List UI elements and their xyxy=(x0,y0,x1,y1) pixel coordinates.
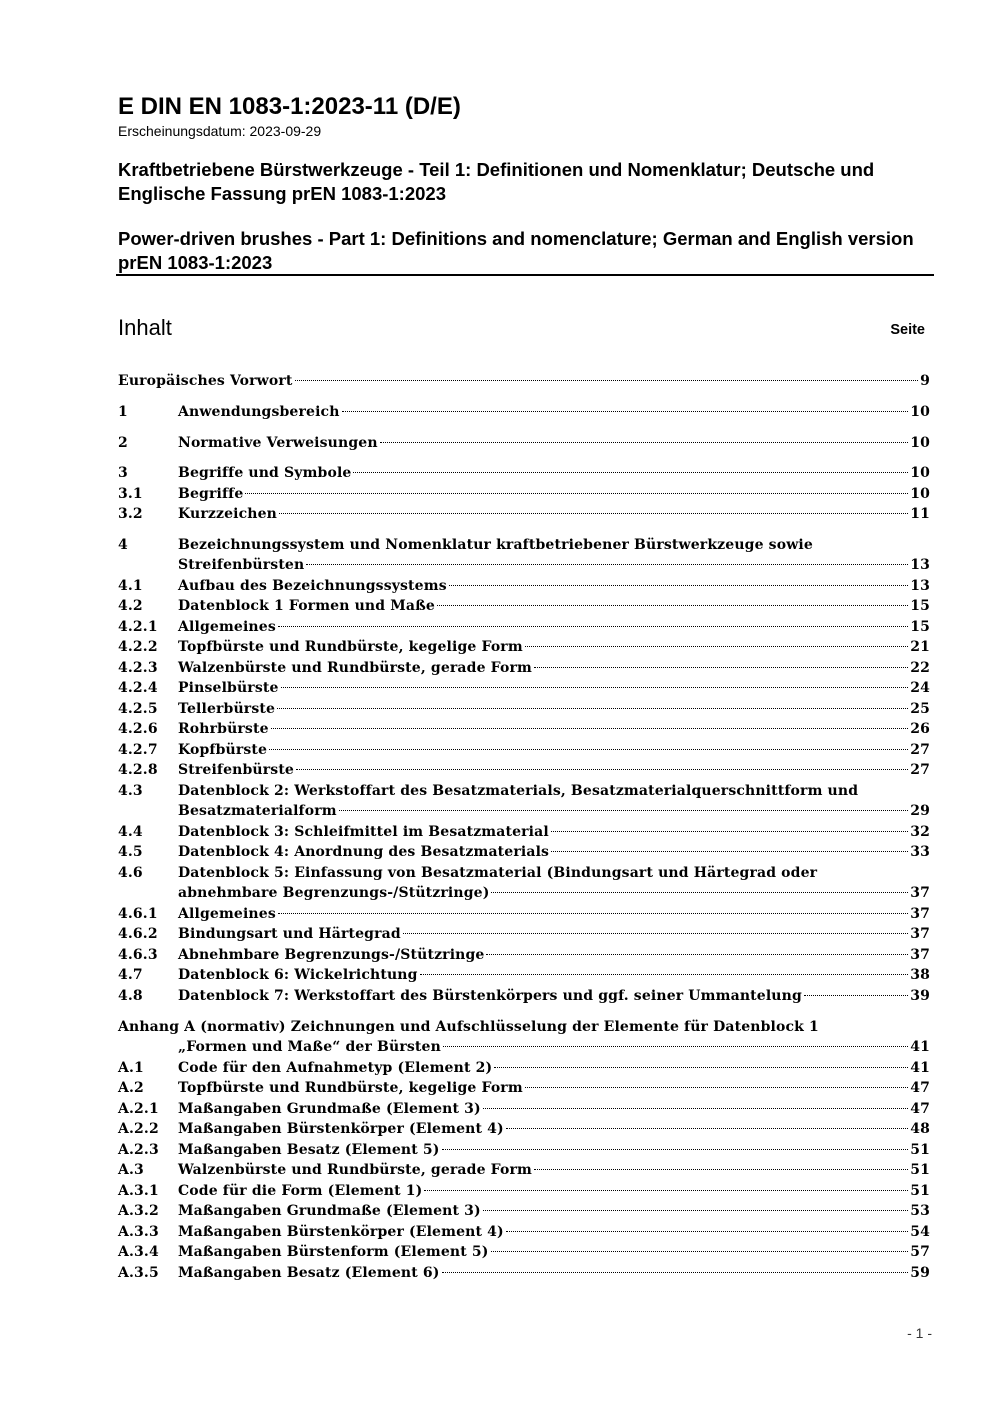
toc-leader-dots xyxy=(442,1149,909,1150)
toc-entry-title: Datenblock 6: Wickelrichtung xyxy=(178,967,418,983)
toc-entry-title: Rohrbürste xyxy=(178,721,269,737)
toc-entry-page: 13 xyxy=(910,578,930,594)
toc-leader-dots xyxy=(483,1210,908,1211)
toc-entry-title: Begriffe und Symbole xyxy=(178,465,352,481)
toc-entry-page: 29 xyxy=(910,803,930,819)
toc-entry-title: Streifenbürste xyxy=(178,762,294,778)
toc-entry-page: 51 xyxy=(910,1142,930,1158)
toc-entry-number: 4.6.3 xyxy=(118,947,158,963)
toc-entry-title: Topfbürste und Rundbürste, kegelige Form xyxy=(178,639,523,655)
toc-leader-dots xyxy=(353,472,908,473)
toc-entry[interactable] xyxy=(118,863,930,904)
toc-entry-title: Europäisches Vorwort xyxy=(118,373,293,389)
toc-entry-number: 4.5 xyxy=(118,844,143,860)
toc-entry-number: 4.2.7 xyxy=(118,742,158,758)
toc-leader-dots xyxy=(279,513,908,514)
toc-entry-title: Datenblock 4: Anordnung des Besatzmaterials xyxy=(178,844,550,860)
toc-entry-number: 3 xyxy=(118,465,128,481)
toc-leader-dots xyxy=(295,380,919,381)
toc-leader-dots xyxy=(245,493,908,494)
toc-entry-page: 41 xyxy=(910,1060,930,1076)
toc-entry[interactable] xyxy=(118,1017,930,1058)
toc-entry-title: Bindungsart und Härtegrad xyxy=(178,926,401,942)
toc-entry-title: Datenblock 3: Schleifmittel im Besatzmaterial xyxy=(178,824,549,840)
toc-entry-number: A.2 xyxy=(118,1080,144,1096)
toc-leader-dots xyxy=(525,1087,908,1088)
toc-leader-dots xyxy=(443,1046,908,1047)
toc-entry-title: Normative Verweisungen xyxy=(178,435,378,451)
toc-entry-number: A.3.4 xyxy=(118,1244,159,1260)
toc-entry-page: 47 xyxy=(910,1101,930,1117)
toc-leader-dots xyxy=(278,626,908,627)
toc-entry[interactable] xyxy=(118,781,930,822)
toc-leader-dots xyxy=(296,769,908,770)
toc-entry-page: 11 xyxy=(910,506,930,522)
toc-leader-dots xyxy=(551,851,908,852)
toc-entry-page: 26 xyxy=(910,721,930,737)
toc-entry-number: 4.7 xyxy=(118,967,143,983)
toc-leader-dots xyxy=(339,810,909,811)
toc-entry[interactable] xyxy=(118,535,930,576)
toc-entry-number: 1 xyxy=(118,404,128,420)
toc-page-label: Seite xyxy=(890,322,925,338)
toc-entry-title: Begriffe xyxy=(178,486,244,502)
toc-entry-page: 48 xyxy=(910,1121,930,1137)
toc-entry-number: 3.2 xyxy=(118,506,143,522)
toc-leader-dots xyxy=(491,892,908,893)
toc-entry-number: 4.4 xyxy=(118,824,143,840)
title-english: Power-driven brushes - Part 1: Definitions and nomenclature; German and English version prEN 1083-1:2023 xyxy=(118,228,914,273)
toc-entry-title: Maßangaben Bürstenform (Element 5) xyxy=(178,1244,489,1260)
toc-entry-page: 47 xyxy=(910,1080,930,1096)
toc-leader-dots xyxy=(420,974,909,975)
toc-entry-title: Kopfbürste xyxy=(178,742,268,758)
toc-entry-page: 24 xyxy=(910,680,930,696)
toc-entry-page: 54 xyxy=(910,1224,930,1240)
toc-entry-page: 10 xyxy=(910,435,930,451)
toc-entry-page: 27 xyxy=(910,742,930,758)
toc-entry-page: 13 xyxy=(910,557,930,573)
toc-entry-number: 2 xyxy=(118,435,128,451)
toc-entry-title: Maßangaben Grundmaße (Element 3) xyxy=(178,1101,481,1117)
toc-entry-title: Tellerbürste xyxy=(178,701,276,717)
toc-leader-dots xyxy=(506,1128,908,1129)
toc-entry-page: 15 xyxy=(910,619,930,635)
toc-entry-number: 4.2.1 xyxy=(118,619,158,635)
toc-entry-title: Code für den Aufnahmetyp (Element 2) xyxy=(178,1060,493,1076)
toc-leader-dots xyxy=(491,1251,909,1252)
toc-entry-number: 4.2.8 xyxy=(118,762,158,778)
toc-entry-page: 38 xyxy=(910,967,930,983)
publication-date: Erscheinungsdatum: 2023-09-29 xyxy=(118,123,322,139)
toc-leader-dots xyxy=(442,1272,909,1273)
toc-entry-title: Code für die Form (Element 1) xyxy=(178,1183,423,1199)
toc-entry-title: Datenblock 7: Werkstoffart des Bürstenkörpers und ggf. seiner Ummantelung xyxy=(178,988,802,1004)
toc-entry-number: A.3.3 xyxy=(118,1224,159,1240)
toc-entry-title: Maßangaben Besatz (Element 5) xyxy=(178,1142,440,1158)
toc-entry-page: 37 xyxy=(910,885,930,901)
toc-entry-page: 37 xyxy=(910,947,930,963)
toc-leader-dots xyxy=(551,831,908,832)
toc-entry-page: 27 xyxy=(910,762,930,778)
toc-leader-dots xyxy=(449,585,908,586)
title-german: Kraftbetriebene Bürstwerkzeuge - Teil 1: Definitionen und Nomenklatur; Deutsche und Englische Fassung prEN 1083-1:2023 xyxy=(118,159,875,204)
toc-entry-number: A.3 xyxy=(118,1162,144,1178)
toc-entry-number: A.3.2 xyxy=(118,1203,159,1219)
toc-leader-dots xyxy=(271,728,909,729)
toc-entry-number: 4 xyxy=(118,537,128,553)
toc-leader-dots xyxy=(437,605,908,606)
toc-entry-title: Abnehmbare Begrenzungs-/Stützringe xyxy=(178,947,485,963)
toc-entry-page: 10 xyxy=(910,486,930,502)
toc-leader-dots xyxy=(486,954,908,955)
toc-entry-title: Topfbürste und Rundbürste, kegelige Form xyxy=(178,1080,523,1096)
toc-entry-page: 51 xyxy=(910,1162,930,1178)
toc-entry-page: 41 xyxy=(910,1039,930,1055)
toc-entry-number: 3.1 xyxy=(118,486,143,502)
toc-entry-number: 4.6.1 xyxy=(118,906,158,922)
toc-entry-title: Pinselbürste xyxy=(178,680,279,696)
toc-leader-dots xyxy=(278,913,908,914)
toc-entry-page: 33 xyxy=(910,844,930,860)
toc-entry-title: Walzenbürste und Rundbürste, gerade Form xyxy=(178,1162,532,1178)
toc-leader-dots xyxy=(277,708,908,709)
toc-entry-title: Aufbau des Bezeichnungssystems xyxy=(178,578,447,594)
toc-entry-number: 4.2.3 xyxy=(118,660,158,676)
document-title: E DIN EN 1083-1:2023-11 (D/E) xyxy=(118,93,461,120)
toc-entry-page: 21 xyxy=(910,639,930,655)
toc-entry-number: 4.2.2 xyxy=(118,639,158,655)
toc-leader-dots xyxy=(534,667,908,668)
toc-leader-dots xyxy=(281,687,909,688)
toc-entry-title: Allgemeines xyxy=(178,906,276,922)
toc-entry-page: 37 xyxy=(910,906,930,922)
toc-entry-number: A.2.3 xyxy=(118,1142,159,1158)
toc-entry-title-continued: „Formen und Maße“ der Bürsten xyxy=(178,1039,441,1055)
toc-entry-title-continued: Besatzmaterialform xyxy=(178,803,337,819)
toc-entry-page: 22 xyxy=(910,660,930,676)
toc-leader-dots xyxy=(494,1067,908,1068)
toc-entry-page: 57 xyxy=(910,1244,930,1260)
toc-leader-dots xyxy=(403,933,908,934)
toc-entry-page: 59 xyxy=(910,1265,930,1281)
toc-entry-title: Walzenbürste und Rundbürste, gerade Form xyxy=(178,660,532,676)
toc-leader-dots xyxy=(380,442,909,443)
toc-entry-number: A.2.2 xyxy=(118,1121,159,1137)
toc-entry-number: 4.6.2 xyxy=(118,926,158,942)
toc-leader-dots xyxy=(269,749,908,750)
toc-entry-page: 37 xyxy=(910,926,930,942)
toc-entry-number: 4.6 xyxy=(118,865,143,881)
toc-leader-dots xyxy=(424,1190,908,1191)
toc-entry-number: A.1 xyxy=(118,1060,144,1076)
toc-entry-page: 32 xyxy=(910,824,930,840)
page-number: - 1 - xyxy=(907,1325,932,1341)
toc-leader-dots xyxy=(804,995,908,996)
toc-entry-title: Datenblock 2: Werkstoffart des Besatzmaterials, Besatzmaterialquerschnittform und xyxy=(178,783,859,799)
toc-entry-title: Kurzzeichen xyxy=(178,506,277,522)
toc-entry-title: Maßangaben Bürstenkörper (Element 4) xyxy=(178,1224,504,1240)
toc-entry-number: A.3.1 xyxy=(118,1183,159,1199)
toc-entry-title: Maßangaben Bürstenkörper (Element 4) xyxy=(178,1121,504,1137)
toc-entry-page: 10 xyxy=(910,465,930,481)
toc-entry-page: 9 xyxy=(920,373,930,389)
toc-entry-title: Maßangaben Besatz (Element 6) xyxy=(178,1265,440,1281)
toc-entry-page: 15 xyxy=(910,598,930,614)
toc-entry-title: Anhang A (normativ) Zeichnungen und Aufschlüsselung der Elemente für Datenblock 1 xyxy=(118,1019,819,1035)
toc-entry-title: Bezeichnungssystem und Nomenklatur kraftbetriebener Bürstwerkzeuge sowie xyxy=(178,537,813,553)
toc-entry-number: 4.2.4 xyxy=(118,680,158,696)
toc-entry-number: 4.2 xyxy=(118,598,143,614)
toc-entry-page: 10 xyxy=(910,404,930,420)
toc-entry-number: A.2.1 xyxy=(118,1101,159,1117)
toc-entry-page: 51 xyxy=(910,1183,930,1199)
toc-entry-number: 4.1 xyxy=(118,578,143,594)
toc-entry-number: A.3.5 xyxy=(118,1265,159,1281)
toc-entry-page: 39 xyxy=(910,988,930,1004)
toc-entry-title-continued: abnehmbare Begrenzungs-/Stützringe) xyxy=(178,885,490,901)
toc-leader-dots xyxy=(483,1108,908,1109)
toc-entry-title: Datenblock 1 Formen und Maße xyxy=(178,598,435,614)
toc-leader-dots xyxy=(342,411,909,412)
toc-entry-number: 4.8 xyxy=(118,988,143,1004)
toc-leader-dots xyxy=(525,646,908,647)
toc-leader-dots xyxy=(306,564,908,565)
toc-entry-number: 4.2.5 xyxy=(118,701,158,717)
toc-entry-page: 53 xyxy=(910,1203,930,1219)
toc-heading: Inhalt xyxy=(118,315,172,340)
toc-entry-title: Anwendungsbereich xyxy=(178,404,340,420)
toc-entry-page: 25 xyxy=(910,701,930,717)
toc-entry-number: 4.2.6 xyxy=(118,721,158,737)
title-divider xyxy=(116,274,934,276)
toc-entry-title-continued: Streifenbürsten xyxy=(178,557,305,573)
toc-leader-dots xyxy=(534,1169,908,1170)
toc-entry-number: 4.3 xyxy=(118,783,143,799)
toc-entry-title: Datenblock 5: Einfassung von Besatzmaterial (Bindungsart und Härtegrad oder xyxy=(178,865,818,881)
toc-leader-dots xyxy=(506,1231,908,1232)
toc-entry-title: Allgemeines xyxy=(178,619,276,635)
toc-entry-title: Maßangaben Grundmaße (Element 3) xyxy=(178,1203,481,1219)
